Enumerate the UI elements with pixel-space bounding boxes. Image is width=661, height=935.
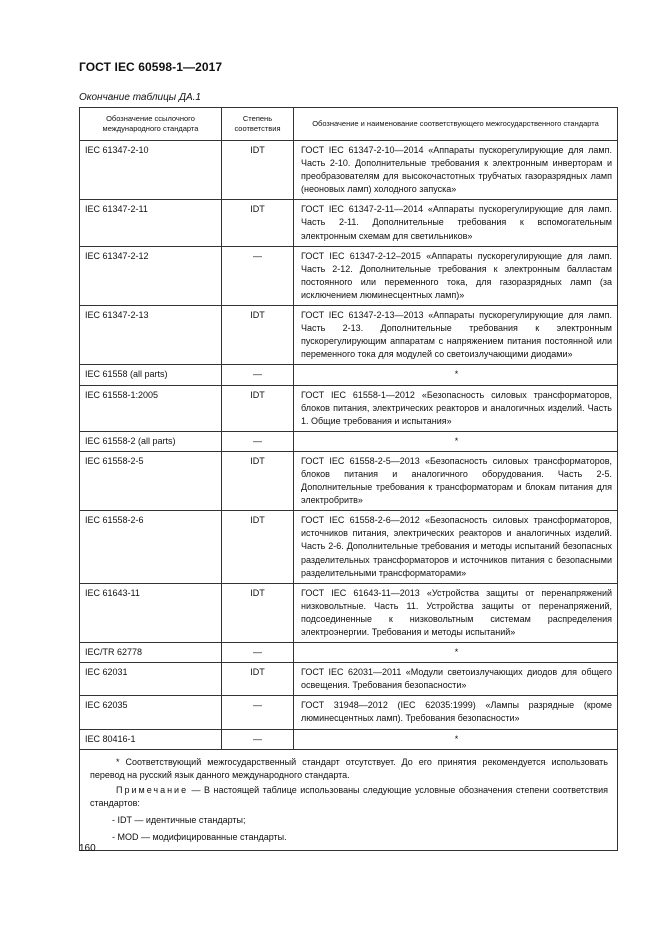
national-standard-cell: ГОСТ IEC 61347-2-12–2015 «Аппараты пускорегулирующие для ламп. Часть 2-12. Дополнительные требования к электронным балластам постоянного или переменного тока, для газоразрядных ламп (за исключением люминесцентных ламп)» xyxy=(294,246,618,305)
table-row xyxy=(80,365,618,385)
column-header-name: Обозначение и наименование соответствующего межгосударственного стандарта xyxy=(294,108,618,141)
national-standard-cell: * xyxy=(294,365,618,385)
ref-standard-cell: IEC 61347-2-11 xyxy=(80,200,222,246)
national-standard-cell: * xyxy=(294,643,618,663)
national-standard-cell: ГОСТ IEC 61643-11—2013 «Устройства защиты от перенапряжений низковольтные. Часть 11. Устройства защиты от перенапряжений, подсоединенные к низковольтным системам распределения электроэнергии. Требования и методы испытаний» xyxy=(294,583,618,642)
table-row xyxy=(80,583,618,642)
note-label: Примечание xyxy=(116,784,189,795)
table-row xyxy=(80,246,618,305)
degree-cell: IDT xyxy=(222,385,294,431)
document-header: ГОСТ IEC 60598-1—2017 xyxy=(79,60,223,74)
table-row xyxy=(80,141,618,200)
ref-standard-cell: IEC/TR 62778 xyxy=(80,643,222,663)
ref-standard-cell: IEC 61558-1:2005 xyxy=(80,385,222,431)
notes-cell xyxy=(80,749,618,851)
ref-standard-cell: IEC 80416-1 xyxy=(80,729,222,749)
note-text: — В настоящей таблице использованы следующие условные обозначения степени соответствия стандартов: xyxy=(90,784,608,808)
notes-row xyxy=(80,749,618,851)
national-standard-cell: * xyxy=(294,431,618,451)
national-standard-cell: ГОСТ IEC 61347-2-10—2014 «Аппараты пускорегулирующие для ламп. Часть 2-10. Дополнительные требования к электронным инверторам и преобразователям для высокочастотных трубчатых газоразрядных ламп (неоновых ламп) холодного запуска» xyxy=(294,141,618,200)
column-header-ref: Обозначение ссылочного международного стандарта xyxy=(80,108,222,141)
note-item-mod: - MOD — модифицированные стандарты. xyxy=(112,832,287,843)
standards-table xyxy=(79,107,618,851)
page-number: 160 xyxy=(79,843,96,854)
national-standard-cell: ГОСТ 31948—2012 (IEC 62035:1999) «Лампы разрядные (кроме люминесцентных ламп). Требования безопасности» xyxy=(294,696,618,729)
table-row xyxy=(80,729,618,749)
table-caption: Окончание таблицы ДА.1 xyxy=(79,92,201,103)
table-row xyxy=(80,431,618,451)
ref-standard-cell: IEC 61643-11 xyxy=(80,583,222,642)
note xyxy=(90,784,608,810)
national-standard-cell: ГОСТ IEC 61558-1—2012 «Безопасность силовых трансформаторов, блоков питания, электрических реакторов и аналогичных изделий. Часть 1. Общие требования и испытания» xyxy=(294,385,618,431)
note-item-idt: - IDT — идентичные стандарты; xyxy=(112,815,246,826)
degree-cell: IDT xyxy=(222,451,294,510)
table-row xyxy=(80,306,618,365)
table-row xyxy=(80,200,618,246)
table-row xyxy=(80,663,618,696)
column-header-degree: Степень соответствия xyxy=(222,108,294,141)
ref-standard-cell: IEC 61558-2-5 xyxy=(80,451,222,510)
national-standard-cell: ГОСТ IEC 62031—2011 «Модули светоизлучающих диодов для общего освещения. Требования безопасности» xyxy=(294,663,618,696)
degree-cell: — xyxy=(222,246,294,305)
ref-standard-cell: IEC 61558 (all parts) xyxy=(80,365,222,385)
national-standard-cell: ГОСТ IEC 61558-2-5—2013 «Безопасность силовых трансформаторов, блоков питания и аналогичного оборудования. Часть 2-5. Дополнительные требования к трансформаторам и блокам питания для электробритв» xyxy=(294,451,618,510)
table-row xyxy=(80,696,618,729)
national-standard-cell: * xyxy=(294,729,618,749)
degree-cell: IDT xyxy=(222,306,294,365)
ref-standard-cell: IEC 61347-2-13 xyxy=(80,306,222,365)
footnote: * Соответствующий межгосударственный стандарт отсутствует. До его принятия рекомендуется использовать перевод на русский язык данного международного стандарта. xyxy=(90,756,608,780)
degree-cell: — xyxy=(222,643,294,663)
table-row xyxy=(80,451,618,510)
degree-cell: — xyxy=(222,365,294,385)
table-row xyxy=(80,643,618,663)
ref-standard-cell: IEC 61347-2-12 xyxy=(80,246,222,305)
degree-cell: IDT xyxy=(222,200,294,246)
degree-cell: — xyxy=(222,431,294,451)
degree-cell: — xyxy=(222,696,294,729)
table-row xyxy=(80,385,618,431)
degree-cell: — xyxy=(222,729,294,749)
table-row xyxy=(80,511,618,583)
degree-cell: IDT xyxy=(222,583,294,642)
degree-cell: IDT xyxy=(222,663,294,696)
national-standard-cell: ГОСТ IEC 61558-2-6—2012 «Безопасность силовых трансформаторов, источников питания, электрических реакторов и аналогичных изделий. Часть 2-6. Дополнительные требования и методы испытаний безопасных разделительных трансформаторов и источников питания с безопасными разделительными трансформаторами» xyxy=(294,511,618,583)
degree-cell: IDT xyxy=(222,511,294,583)
ref-standard-cell: IEC 62035 xyxy=(80,696,222,729)
degree-cell: IDT xyxy=(222,141,294,200)
national-standard-cell: ГОСТ IEC 61347-2-13—2013 «Аппараты пускорегулирующие для ламп. Часть 2-13. Дополнительные требования к электронным пускорегулирующим аппаратам с напряжением питания постоянной или переменного тока для модулей со светоизлучающими диодами» xyxy=(294,306,618,365)
ref-standard-cell: IEC 61558-2-6 xyxy=(80,511,222,583)
ref-standard-cell: IEC 62031 xyxy=(80,663,222,696)
national-standard-cell: ГОСТ IEC 61347-2-11—2014 «Аппараты пускорегулирующие для ламп. Часть 2-11. Дополнительные требования к вспомогательным электронным схемам для светильников» xyxy=(294,200,618,246)
table-header-row xyxy=(80,108,618,141)
ref-standard-cell: IEC 61347-2-10 xyxy=(80,141,222,200)
ref-standard-cell: IEC 61558-2 (all parts) xyxy=(80,431,222,451)
